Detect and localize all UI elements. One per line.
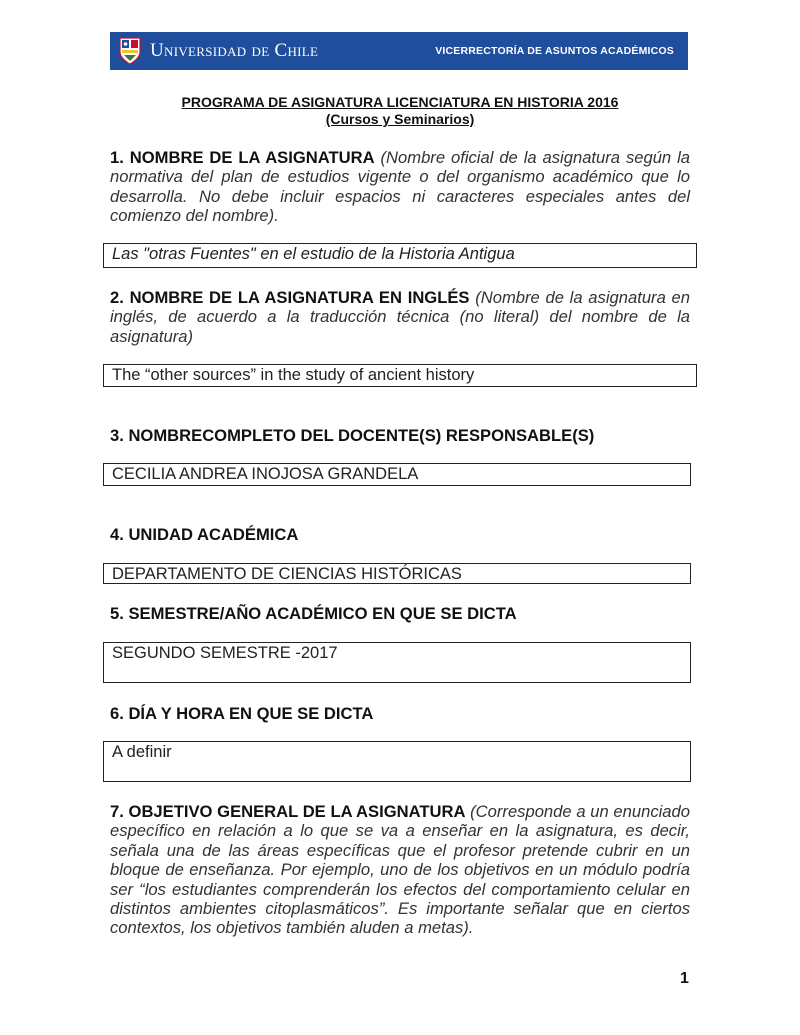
section-7 <box>110 802 690 938</box>
section-6 <box>110 704 690 723</box>
section-2-value-field <box>103 364 697 387</box>
section-2-heading: 2. NOMBRE DE LA ASIGNATURA EN INGLÉS <box>110 288 470 307</box>
section-7-heading: 7. OBJETIVO GENERAL DE LA ASIGNATURA <box>110 802 466 821</box>
page-number: 1 <box>680 970 689 987</box>
section-2 <box>110 288 690 346</box>
section-3-heading: 3. NOMBRECOMPLETO DEL DOCENTE(S) RESPONSABLE(S) <box>110 426 595 445</box>
section-1 <box>110 148 690 226</box>
section-6-value-field: A definir <box>103 741 691 782</box>
section-1-note: (Nombre oficial de la asignatura según la normativa del plan de estudios vigente o del organismo académico que lo desarrolla. No debe incluir espacios ni caracteres especiales antes del comienzo del nombre). <box>110 148 690 226</box>
document-title <box>0 94 800 128</box>
section-5 <box>110 604 690 623</box>
header-banner <box>110 32 688 70</box>
section-1-value-field: Las "otras Fuentes" en el estudio de la Historia Antigua <box>103 243 697 268</box>
section-4 <box>110 525 690 544</box>
section-5-heading: 5. SEMESTRE/AÑO ACADÉMICO EN QUE SE DICTA <box>110 604 517 623</box>
section-5-value-field: SEGUNDO SEMESTRE -2017 <box>103 642 691 683</box>
section-3 <box>110 426 690 445</box>
section-2-note: (Nombre de la asignatura en inglés, de acuerdo a la traducción técnica (no literal) del nombre de la asignatura) <box>110 288 690 346</box>
section-1-heading: 1. NOMBRE DE LA ASIGNATURA <box>110 148 375 167</box>
university-crest-icon <box>118 36 142 66</box>
university-name: Universidad de Chile <box>150 40 319 61</box>
university-brand <box>118 36 318 66</box>
title-line-2: (Cursos y Seminarios) <box>325 111 475 127</box>
section-3-value-field: CECILIA ANDREA INOJOSA GRANDELA <box>103 463 691 486</box>
title-line-1: PROGRAMA DE ASIGNATURA LICENCIATURA EN HISTORIA 2016 <box>181 94 619 110</box>
section-7-note: (Corresponde a un enunciado específico en relación a lo que se va a enseñar en la asignatura, es decir, señala una de las áreas específicas que el profesor pretende cubrir en un bloque de enseñanza. Por ejemplo, uno de los objetivos en un módulo podría ser “los estudiantes comprenderán los efectos del comportamiento celular en distintos ambientes citoplasmáticos”. Es importante señalar que en ciertos contextos, los objetivos también aluden a metas). <box>110 802 690 938</box>
section-4-value-field: DEPARTAMENTO DE CIENCIAS HISTÓRICAS <box>103 563 691 584</box>
section-4-heading: 4. UNIDAD ACADÉMICA <box>110 525 299 544</box>
vicerrectoria-label: VICERRECTORÍA DE ASUNTOS ACADÉMICOS <box>435 45 674 57</box>
section-6-heading: 6. DÍA Y HORA EN QUE SE DICTA <box>110 704 374 723</box>
section-2-value: The “other sources” in the study of ancient history <box>112 366 475 384</box>
